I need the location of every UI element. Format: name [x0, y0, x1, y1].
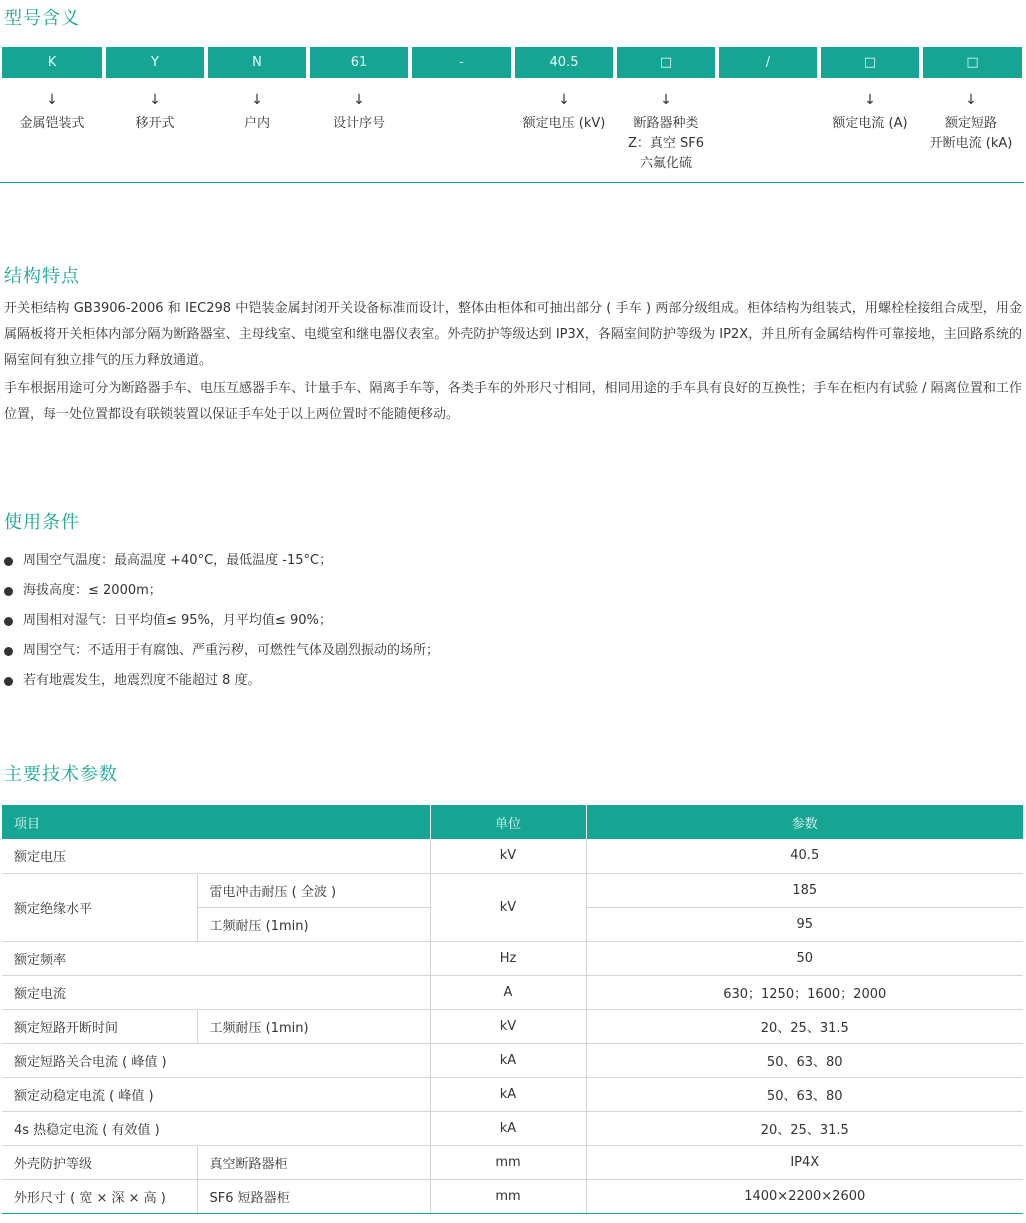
down-arrow-icon: ↓: [46, 92, 58, 108]
table-row: [2, 1179, 1023, 1213]
cell-item: 额定短路关合电流 ( 峰值 ): [2, 1043, 430, 1077]
section-title-conditions: 使用条件: [4, 512, 80, 533]
bullet-icon: [4, 587, 13, 596]
structure-paragraph-2: 手车根据用途可分为断路器手车、电压互感器手车、计量手车、隔离手车等，各类手车的外形尺寸相同，相同用途的手车具有良好的互换性；手车在柜内有试验 / 隔离位置和工作位置，每一处位置都设有联锁装置以保证手车处于以上两位置时不能随便移动。: [4, 381, 1022, 422]
bullet-icon: [4, 617, 13, 626]
cell-unit: Hz: [430, 941, 586, 975]
code-desc-label: 设计序号: [332, 116, 385, 131]
model-code-strip: [0, 47, 1024, 78]
cell-item: 外形尺寸 ( 宽 × 深 × 高 ): [2, 1179, 197, 1213]
code-desc-current: [816, 90, 924, 134]
code-desc-y: [106, 90, 204, 134]
cell-unit: kV: [430, 1009, 586, 1043]
code-desc-label: 额定短路: [944, 116, 997, 131]
down-arrow-icon: ↓: [558, 92, 570, 108]
cell-value: IP4X: [586, 1145, 1023, 1179]
cell-value: 630；1250；1600；2000: [586, 975, 1023, 1009]
parameters-table: [2, 805, 1023, 1214]
cell-unit: kA: [430, 1043, 586, 1077]
cell-subitem: 工频耐压 (1min): [197, 907, 430, 941]
table-row: [2, 839, 1023, 873]
list-item: 周围空气温度：最高温度 +40°C，最低温度 -15°C；: [4, 546, 439, 576]
code-cell-current: □: [821, 47, 919, 78]
list-item: 海拔高度：≤ 2000m；: [4, 576, 439, 606]
table-row: [2, 1111, 1023, 1145]
cell-subitem: 雷电冲击耐压 ( 全波 ): [197, 873, 430, 907]
code-desc-label: 额定电压 (kV): [522, 116, 606, 131]
table-row: [2, 1009, 1023, 1043]
cell-value: 95: [586, 907, 1023, 941]
header-unit: 单位: [430, 805, 586, 839]
cell-unit: mm: [430, 1145, 586, 1179]
code-desc-61: [310, 90, 408, 134]
cell-item: 额定频率: [2, 941, 430, 975]
cell-item: 外壳防护等级: [2, 1145, 197, 1179]
down-arrow-icon: ↓: [149, 92, 161, 108]
code-cell-n: N: [208, 47, 306, 78]
header-value: 参数: [586, 805, 1023, 839]
cell-value: 50、63、80: [586, 1077, 1023, 1111]
table-header-row: [2, 805, 1023, 839]
code-cell-voltage: 40.5: [515, 47, 613, 78]
table-row: [2, 1043, 1023, 1077]
cell-unit: kA: [430, 1077, 586, 1111]
down-arrow-icon: ↓: [353, 92, 365, 108]
code-desc-label: 开断电流 (kA): [929, 136, 1013, 151]
structure-paragraph-1: 开关柜结构 GB3906-2006 和 IEC298 中铠装金属封闭开关设备标准而设计，整体由柜体和可抽出部分 ( 手车 ) 两部分级组成。柜体结构为组装式，用螺栓栓接组合成型，用金属隔板将开关柜体内部分隔为断路器室、主母线室、电缆室和继电器仪表室。外壳防护等级达到 IP3X，各隔室间防护等级为 IP2X，并且所有金属结构件可靠接地，主回路系统的隔室间有独立排气的压力释放通道。: [4, 301, 1022, 368]
table-row: [2, 975, 1023, 1009]
section-title-model: 型号含义: [4, 8, 80, 29]
code-cell-breaker: □: [617, 47, 715, 78]
section-title-params: 主要技术参数: [4, 764, 118, 785]
section-divider: [0, 182, 1024, 183]
code-desc-n: [208, 90, 306, 134]
code-desc-label: Z：真空 SF6: [627, 136, 705, 151]
cell-value: 20、25、31.5: [586, 1111, 1023, 1145]
code-desc-label: 移开式: [135, 116, 175, 131]
cell-unit: kV: [430, 873, 586, 941]
code-cell-short-circuit: □: [923, 47, 1022, 78]
down-arrow-icon: ↓: [864, 92, 876, 108]
cell-item: 额定电流: [2, 975, 430, 1009]
cell-unit: A: [430, 975, 586, 1009]
cell-unit: kA: [430, 1111, 586, 1145]
bullet-icon: [4, 647, 13, 656]
cell-value: 20、25、31.5: [586, 1009, 1023, 1043]
cell-subitem: 工频耐压 (1min): [197, 1009, 430, 1043]
list-item: 若有地震发生，地震烈度不能超过 8 度。: [4, 666, 439, 696]
cell-item: 额定绝缘水平: [2, 873, 197, 941]
cell-subitem: 真空断路器柜: [197, 1145, 430, 1179]
cell-value: 50、63、80: [586, 1043, 1023, 1077]
cell-unit: mm: [430, 1179, 586, 1213]
down-arrow-icon: ↓: [660, 92, 672, 108]
table-row: [2, 941, 1023, 975]
code-desc-breaker: [612, 90, 720, 174]
table-row: [2, 1145, 1023, 1179]
table-row: [2, 1077, 1023, 1111]
down-arrow-icon: ↓: [965, 92, 977, 108]
list-item: 周围相对湿气：日平均值≤ 95%，月平均值≤ 90%；: [4, 606, 439, 636]
cell-value: 40.5: [586, 839, 1023, 873]
code-desc-k: [2, 90, 102, 134]
down-arrow-icon: ↓: [251, 92, 263, 108]
header-item: 项目: [2, 805, 430, 839]
cell-subitem: SF6 短路器柜: [197, 1179, 430, 1213]
cell-unit: kV: [430, 839, 586, 873]
code-desc-label: 额定电流 (A): [832, 116, 908, 131]
code-desc-label: 断路器种类: [633, 116, 699, 131]
cell-item: 4s 热稳定电流 ( 有效值 ): [2, 1111, 430, 1145]
cell-item: 额定短路开断时间: [2, 1009, 197, 1043]
list-item: 周围空气：不适用于有腐蚀、严重污秽，可燃性气体及剧烈振动的场所；: [4, 636, 439, 666]
code-desc-label: 六氟化硫: [639, 156, 692, 171]
code-desc-short-circuit: [918, 90, 1024, 154]
code-cell-k: K: [2, 47, 102, 78]
cell-value: 50: [586, 941, 1023, 975]
cell-value: 185: [586, 873, 1023, 907]
code-cell-61: 61: [310, 47, 408, 78]
cell-item: 额定动稳定电流 ( 峰值 ): [2, 1077, 430, 1111]
bullet-icon: [4, 557, 13, 566]
bullet-icon: [4, 677, 13, 686]
code-cell-dash: -: [412, 47, 511, 78]
conditions-list: [4, 546, 439, 696]
code-desc-label: 户内: [243, 116, 270, 131]
code-desc-label: 金属铠装式: [19, 116, 85, 131]
section-title-structure: 结构特点: [4, 266, 80, 287]
cell-item: 额定电压: [2, 839, 430, 873]
code-cell-slash: /: [719, 47, 817, 78]
cell-value: 1400×2200×2600: [586, 1179, 1023, 1213]
code-cell-y: Y: [106, 47, 204, 78]
table-row: [2, 873, 1023, 907]
code-desc-voltage: [510, 90, 618, 134]
